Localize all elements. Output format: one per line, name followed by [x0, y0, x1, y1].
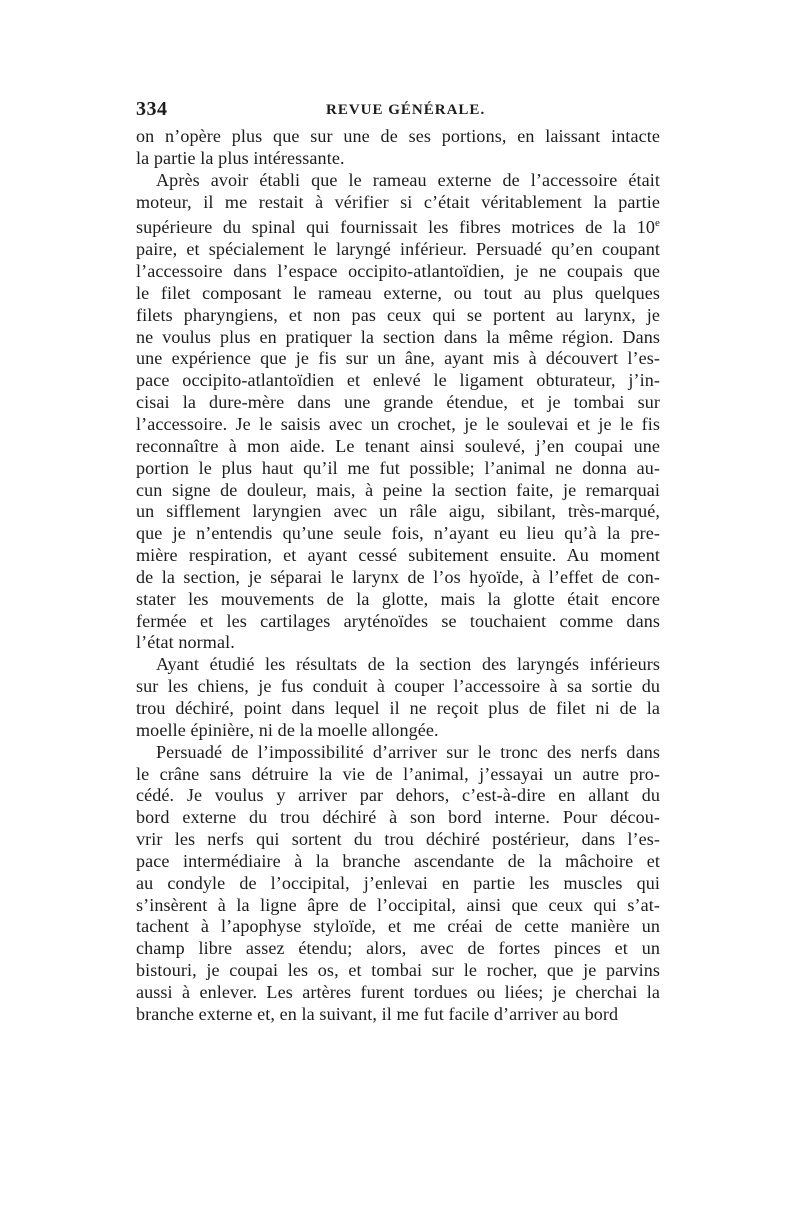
body-text	[136, 126, 660, 1026]
text-line: champ libre assez étendu; alors, avec de fortes pinces et un	[136, 938, 660, 959]
text-line: vrir les nerfs qui sortent du trou déchiré postérieur, dans l’es-	[136, 829, 660, 850]
text-line: supérieure du spinal qui fournissait les fibres motrices de la 10e	[136, 217, 660, 238]
text-line: moelle épinière, ni de la moelle allongée.	[136, 719, 439, 740]
running-title: REVUE GÉNÉRALE.	[326, 102, 486, 118]
text-line: branche externe et, en la suivant, il me fut facile d’arriver au bord	[136, 1003, 619, 1024]
text-line: l’accessoire. Je le saisis avec un crochet, je le soulevai et je le fis	[136, 414, 660, 434]
text-line: filets pharyngiens, et non pas ceux qui se portent au larynx, je	[136, 304, 660, 325]
text-line: une expérience que je fis sur un âne, ayant mis à découvert l’es-	[136, 348, 660, 369]
text-line: que je n’entendis qu’une seule fois, n’ayant eu lieu qu’à la pre-	[136, 523, 660, 544]
text-line: de la section, je séparai le larynx de l’os hyoïde, à l’effet de con-	[136, 566, 660, 587]
text-line: sur les chiens, je fus conduit à couper l’accessoire à sa sortie du	[136, 676, 660, 697]
text-line: moteur, il me restait à vérifier si c’était véritablement la partie	[136, 191, 660, 212]
text-line: mière respiration, et ayant cessé subitement ensuite. Au moment	[136, 545, 660, 566]
text-line: la partie la plus intéressante.	[136, 147, 345, 168]
text-line: pace occipito-atlantoïdien et enlevé le ligament obturateur, j’in-	[136, 370, 660, 391]
text-line: portion le plus haut qu’il me fut possible; l’animal ne donna au-	[136, 457, 660, 478]
text-line: Ayant étudié les résultats de la section des laryngés inférieurs	[156, 654, 660, 675]
paragraph	[136, 742, 660, 1026]
text-line: le filet composant le rameau externe, ou tout au plus quelques	[136, 282, 660, 303]
book-page	[136, 98, 660, 1026]
text-line: cun signe de douleur, mais, à peine la section faite, je remarquai	[136, 479, 660, 500]
text-line: Après avoir établi que le rameau externe de l’accessoire était	[156, 169, 660, 190]
running-head	[136, 98, 660, 126]
text-line: on n’opère plus que sur une de ses portions, en laissant intacte	[136, 126, 660, 146]
text-line: cédé. Je voulus y arriver par dehors, c’est-à-dire en allant du	[136, 785, 660, 806]
paragraph	[136, 170, 660, 655]
paragraph	[136, 654, 660, 741]
text-line: aussi à enlever. Les artères furent tordues ou liées; je cherchai la	[136, 981, 660, 1002]
text-line: stater les mouvements de la glotte, mais la glotte était encore	[136, 588, 660, 609]
text-line: un sifflement laryngien avec un râle aigu, sibilant, très-marqué,	[136, 501, 660, 522]
text-line: s’insèrent à la ligne âpre de l’occipital, ainsi que ceux qui s’at-	[136, 894, 660, 915]
text-line: l’accessoire dans l’espace occipito-atlantoïdien, je ne coupais que	[136, 261, 660, 282]
text-line: trou déchiré, point dans lequel il ne reçoit plus de filet ni de la	[136, 697, 660, 718]
text-line: tachent à l’apophyse styloïde, et me créai de cette manière un	[136, 916, 660, 937]
text-line: au condyle de l’occipital, j’enlevai en partie les muscles qui	[136, 872, 660, 893]
text-line: fermée et les cartilages aryténoïdes se touchaient comme dans	[136, 610, 660, 631]
text-line: le crâne sans détruire la vie de l’animal, j’essayai un autre pro-	[136, 763, 660, 784]
text-line: pace intermédiaire à la branche ascendante de la mâchoire et	[136, 850, 660, 871]
text-line: ne voulus plus en pratiquer la section dans la même région. Dans	[136, 326, 660, 347]
text-line: reconnaître à mon aide. Le tenant ainsi soulevé, j’en coupai une	[136, 435, 660, 456]
text-line: cisai la dure-mère dans une grande étendue, et je tombai sur	[136, 392, 660, 413]
text-line: bistouri, je coupai les os, et tombai sur le rocher, que je parvins	[136, 960, 660, 981]
text-line: paire, et spécialement le laryngé inférieur. Persuadé qu’en coupant	[136, 239, 660, 260]
paragraph	[136, 126, 660, 170]
text-line: bord externe du trou déchiré à son bord interne. Pour décou-	[136, 807, 660, 828]
text-line: Persuadé de l’impossibilité d’arriver sur le tronc des nerfs dans	[156, 741, 660, 762]
text-line: l’état normal.	[136, 632, 235, 653]
page-number: 334	[136, 98, 168, 120]
